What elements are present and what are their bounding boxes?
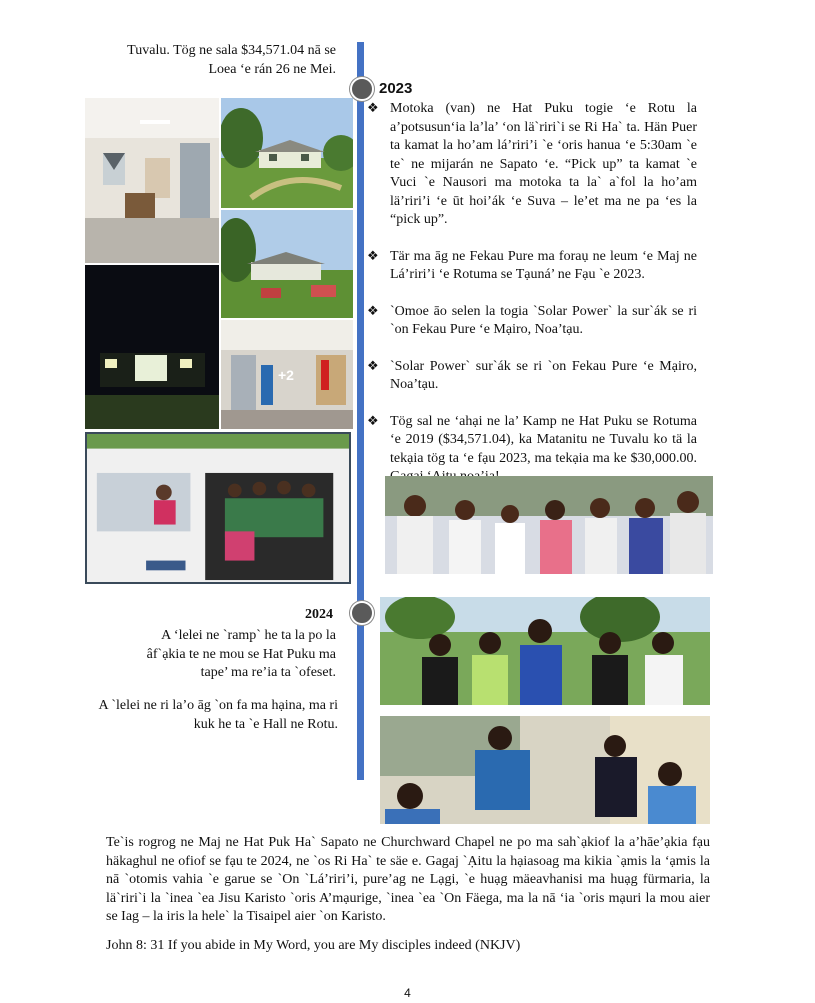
text-2024-ramp: A ‘lelei ne `ramp` he ta la po la âf`ạkia te ne mou se Hat Puku ma tape’ ma re’ia ta `ofeset. (146, 628, 336, 680)
photo-van-children (85, 432, 351, 584)
photo-hall-interior (85, 98, 219, 263)
diamond-bullet-icon: ❖ (367, 358, 379, 374)
timeline-dot-2023 (350, 77, 374, 101)
intro-line-1: Tuvalu. Tög ne sala $34,571.04 nā se (127, 43, 336, 58)
bullet-text: `Omoe āo selen la togia `Solar Power` la sur`ák se ri `on Fekau Pure ‘e Mạiro, Noa’tạu. (390, 303, 697, 337)
timeline-bar (357, 42, 364, 780)
bullet-text: Tär ma āg ne Fekau Pure ma foraụ ne leum ‘e Maj ne Lá’riri’i ‘e Rotuma se Tạuná’ ne Fạu `e 2023. (390, 248, 697, 282)
list-item (367, 303, 697, 340)
intro-text (60, 42, 336, 79)
page-number: 4 (404, 986, 411, 1000)
photo-hall-interior-2 (221, 320, 353, 429)
bullet-list-2023 (367, 100, 697, 505)
photo-youth-group (380, 597, 710, 705)
photo-hall-night (85, 265, 219, 429)
list-item (367, 358, 697, 395)
bible-verse: John 8: 31 If you abide in My Word, you are My disciples indeed (NKJV) (106, 938, 521, 953)
text-2024-kitchen: A `lelei ne ri la’o āg `on fa ma hạina, ma ri kuk he ta `e Hall ne Rotu. (98, 698, 338, 732)
diamond-bullet-icon: ❖ (367, 413, 379, 429)
timeline-dot-2024 (350, 601, 374, 625)
bullet-text: Motoka (van) ne Hat Puku togie ‘e Rotu la a’potsusun‘ia la’la’ ‘on lä`riri`i se Ri Ha` ta. Hän Puer ta kamat la ho’am lá’riri’i `e ‘oris hanua ‘e 5:30am `e te` ne mijarán ne Sapato ‘e. “Pick up” ta kamat `e Vuci `e Nausori ma motoka ta la` a`fol la ho’am lä’riri’i ‘e ūt hoi’ák ‘e Suva – le’et ma ne pa ‘es la “pick up”. (390, 101, 697, 227)
list-item (367, 248, 697, 285)
diamond-bullet-icon: ❖ (367, 101, 379, 116)
bullet-text: Tög sal ne ‘ahại ne la’ Kamp ne Hat Puku se Rotuma ‘e 2019 ($34,571.04), ka Matanitu ne Tuvalu ko tä la tekạia tög ta ‘e fạu 2023, ma tekạia ma ke $30,000.00. (390, 413, 697, 466)
diamond-bullet-icon: ❖ (367, 303, 379, 319)
bullet-text: `Solar Power` sur`ák se ri `on Fekau Pure ‘e Mạiro, Noa’tạu. (390, 358, 697, 392)
year-heading-2023: 2023 (379, 80, 413, 97)
photo-kitchen-hall (380, 716, 710, 824)
list-item (367, 100, 697, 230)
photo-house-day-1 (221, 98, 353, 208)
photo-children-group (385, 476, 713, 574)
diamond-bullet-icon: ❖ (367, 248, 379, 264)
photo-house-day-2 (221, 210, 353, 318)
year-heading-2024: 2024 (305, 607, 333, 622)
closing-paragraph: Te`is rogrog ne Maj ne Hat Puk Ha` Sapato ne Churchward Chapel ne po ma sah`ạkiof la a’hāe’ạkia fạu häkaghul ne ofiof se fạu te 2024, ne `os Ri Ha` te säe e. Gagaj `Ạitu la hạiasoag ma kikia `ạmis la ‘ạmis la nā `otomis vahia `e garue se `On `Lá’riri’i, pure’ag ne Lạgi, `e huạg mäeavhanisi ma huạg fürmaria, la lä`riri`i la `inea `ea Jisu Karisto `oris A’mạurige, `inea `ea `On Fäega, ma la nā ‘ia `oris mạuri la mou aier se Iag – la iris la hele` la Tisaipel aier `on Karisto. (106, 835, 710, 924)
intro-line-2: Loea ‘e rán 26 ne Mei. (208, 61, 336, 77)
more-photos-overlay: +2 (278, 367, 294, 383)
